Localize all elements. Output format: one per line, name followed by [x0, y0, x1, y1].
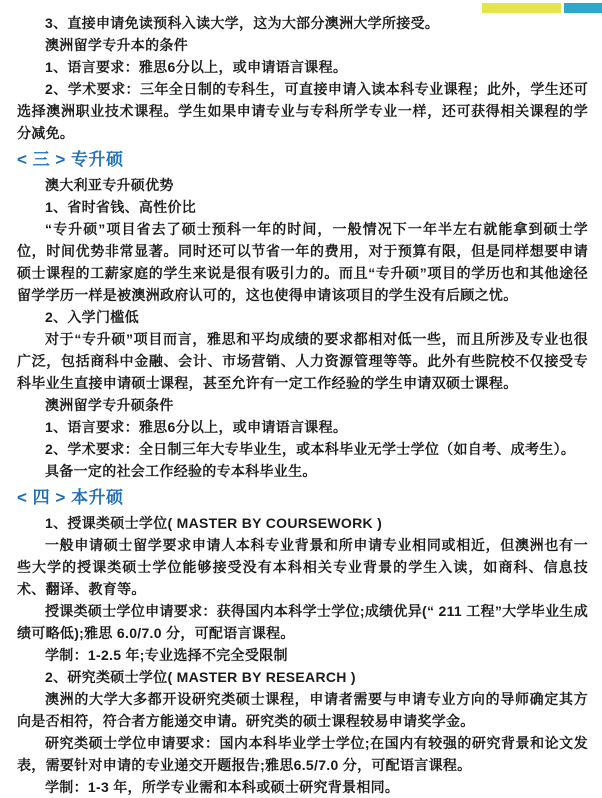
- paragraph: 1、省时省钱、高性价比: [45, 199, 197, 215]
- paragraph: 对于“专升硕”项目而言，雅思和平均成绩的要求都相对低一些，而且所涉及专业也很广泛，包括商科中金融、会计、市场营销、人力资源管理等等。此外有些院校不仅接受专科毕业生直接申请硕士课程，甚至允许有一定工作经验的学生申请双硕士课程。: [17, 331, 588, 391]
- paragraph: 1、语言要求：雅思6分以上，或申请语言课程。: [45, 59, 348, 75]
- paragraph: 澳洲留学专升本的条件: [45, 37, 188, 53]
- paragraph: 2、入学门槛低: [45, 309, 139, 325]
- paragraph: 2、研究类硕士学位( MASTER BY RESEARCH ): [45, 669, 356, 685]
- paragraph: 澳洲留学专升硕条件: [45, 397, 174, 413]
- paragraph: 澳洲的大学大多都开设研究类硕士课程，申请者需要与申请专业方向的导师确定其方向是否相符，符合者方能递交申请。研究类的硕士课程较易申请奖学金。: [17, 691, 588, 729]
- paragraph: 1、语言要求：雅思6分以上，或申请语言课程。: [45, 419, 348, 435]
- paragraph: 研究类硕士学位申请要求：国内本科毕业学士学位;在国内有较强的研究背景和论文发表，需要针对申请的专业递交开题报告;雅思6.5/7.0 分，可配语言课程。: [17, 735, 588, 773]
- paragraph: 2、学术要求：全日制三年大专毕业生，或本科毕业无学士学位（如自考、成考生）。: [45, 441, 576, 457]
- section-heading: < 四 > 本升硕: [17, 488, 124, 507]
- paragraph: 授课类硕士学位申请要求：获得国内本科学士学位;成绩优异(“ 211 工程”大学毕业生成绩可略低);雅思 6.0/7.0 分，可配语言课程。: [17, 603, 588, 641]
- paragraph: 1、授课类硕士学位( MASTER BY COURSEWORK ): [45, 515, 383, 531]
- paragraph: “专升硕”项目省去了硕士预科一年的时间，一般情况下一年半左右就能拿到硕士学位，时间优势非常显著。同时还可以节省一年的费用，对于预算有限，但是同样想要申请硕士课程的工薪家庭的学生来说是很有吸引力的。而且“专升硕”项目的学历也和其他途径留学学历一样是被澳洲政府认可的，这也使得申请该项目的学生没有后顾之忧。: [17, 221, 588, 303]
- paragraph: 学制：1-2.5 年;专业选择不完全受限制: [45, 647, 288, 663]
- paragraph: 2、学术要求：三年全日制的专科生，可直接申请入读本科专业课程；此外，学生还可选择澳洲职业技术课程。学生如果申请专业与专科所学专业一样，还可获得相关课程的学分减免。: [17, 81, 588, 141]
- paragraph: 学制：1-3 年，所学专业需和本科或硕士研究背景相同。: [45, 779, 400, 795]
- paragraph: 一般申请硕士留学要求申请人本科专业背景和所申请专业相同或相近，但澳洲也有一些大学的授课类硕士学位能够接受没有本科相关专业背景的学生入读，如商科、信息技术、翻译、教育等。: [17, 537, 588, 597]
- paragraph: 具备一定的社会工作经验的专本科毕业生。: [45, 463, 317, 479]
- paragraph: 3、直接申请免读预科入读大学，这为大部分澳洲大学所接受。: [45, 15, 440, 31]
- section-heading: < 三 > 专升硕: [17, 150, 124, 169]
- document-body: [0, 12, 602, 798]
- paragraph: 澳大利亚专升硕优势: [45, 177, 174, 193]
